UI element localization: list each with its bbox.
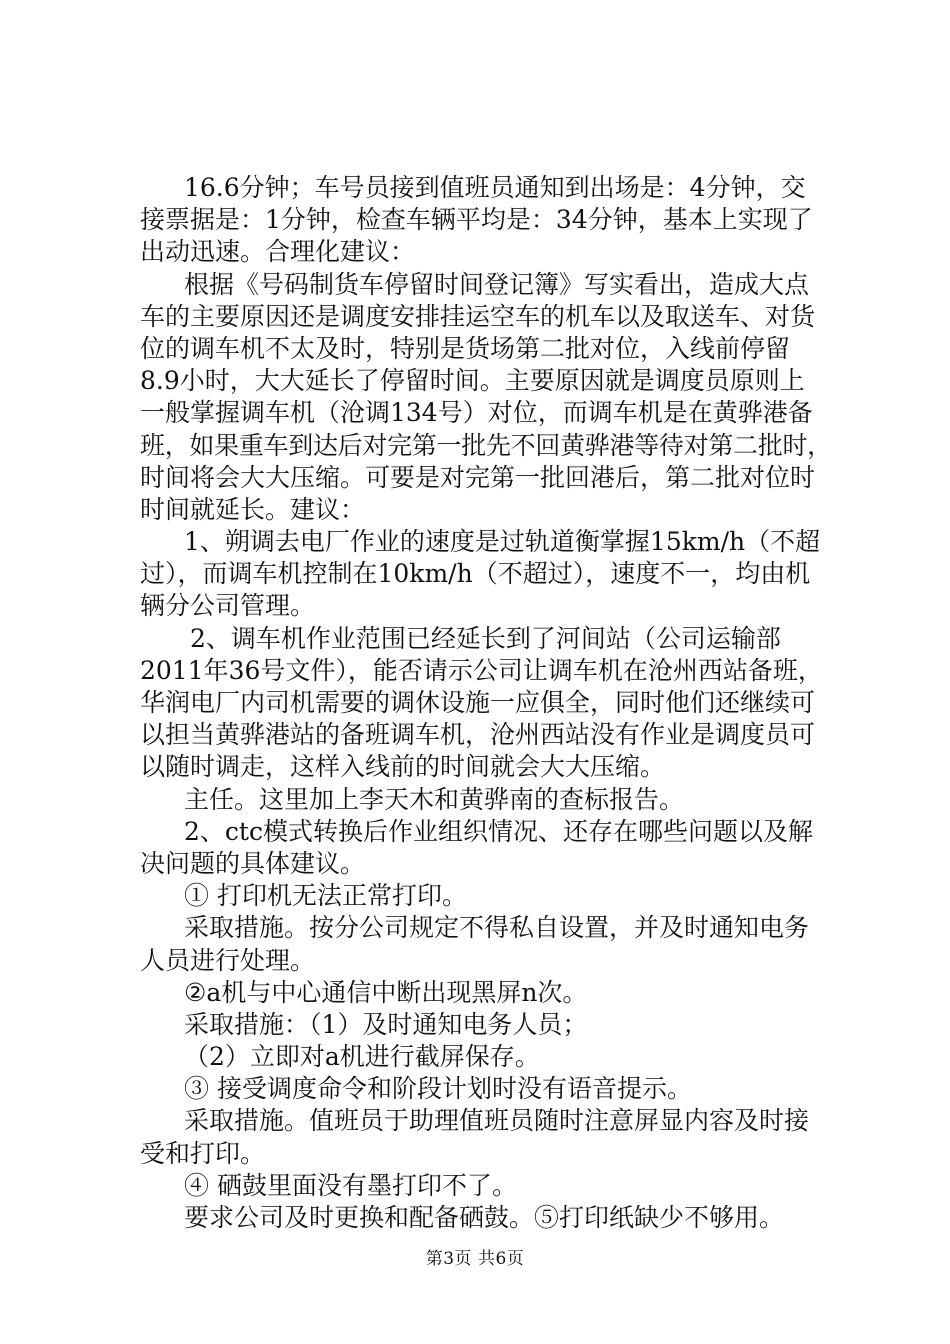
- text-line: 16.6分钟；车号员接到值班员通知到出场是：4分钟，交: [184, 173, 806, 202]
- text-line: 人员进行处理。: [140, 945, 316, 975]
- text-line: 辆分公司管理。: [140, 591, 316, 621]
- document-body: [140, 172, 832, 1234]
- text-line: 决问题的具体建议。: [140, 848, 366, 878]
- text-line: 主任。这里加上李天木和黄骅南的查标报告。: [184, 784, 685, 814]
- text-line: 1、朔调去电厂作业的速度是过轨道衡掌握15km/h（不超: [184, 527, 821, 557]
- text-line: ③ 接受调度命令和阶段计划时没有语音提示。: [184, 1074, 692, 1104]
- text-line: 过），而调车机控制在10km/h（不超过），速度不一，均由机: [140, 559, 811, 589]
- text-line: 根据《号码制货车停留时间登记簿》写实看出，造成大点: [184, 269, 810, 299]
- text-line: ① 打印机无法正常打印。: [184, 881, 467, 911]
- text-line: 车的主要原因还是调度安排挂运空车的机车以及取送车、对货: [140, 301, 816, 331]
- text-line: 时间将会大大压缩。可要是对完第一批回港后，第二批对位时: [140, 462, 816, 492]
- text-line: 以随时调走，这样入线前的时间就会大大压缩。: [140, 752, 666, 782]
- text-line: 2、ctc模式转换后作业组织情况、还存在哪些问题以及解: [184, 816, 813, 846]
- text-line: 位的调车机不太及时，特别是货场第二批对位，入线前停留: [140, 333, 791, 363]
- text-line: ④ 硒鼓里面没有墨打印不了。: [184, 1170, 517, 1200]
- text-line: 出动迅速。合理化建议：: [140, 237, 416, 267]
- text-line: 一般掌握调车机（沧调134号）对位，而调车机是在黄骅港备: [140, 398, 813, 428]
- text-line: 接票据是：1分钟，检查车辆平均是：34分钟，基本上实现了: [140, 205, 813, 235]
- text-line: 8.9小时，大大延长了停留时间。主要原因就是调度员原则上: [140, 366, 805, 396]
- page-footer: 第3页 共6页: [425, 1249, 525, 1269]
- text-line: 以担当黄骅港站的备班调车机，沧州西站没有作业是调度员可: [140, 720, 816, 750]
- text-line: 班，如果重车到达后对完第一批先不回黄骅港等待对第二批时，: [140, 430, 832, 460]
- text-line: 时间就延长。建议：: [140, 494, 366, 524]
- text-line: （2）立即对a机进行截屏保存。: [184, 1042, 540, 1072]
- text-line: 采取措施。按分公司规定不得私自设置，并及时通知电务: [184, 913, 810, 943]
- text-line: 2011年36号文件），能否请示公司让调车机在沧州西站备班，: [140, 655, 823, 685]
- text-line: 2、调车机作业范围已经延长到了河间站（公司运输部: [190, 623, 781, 653]
- text-line: 要求公司及时更换和配备硒鼓。⑤打印纸缺少不够用。: [184, 1203, 785, 1232]
- text-line: ②a机与中心通信中断出现黑屏n次。: [184, 977, 588, 1007]
- text-line: 采取措施。值班员于助理值班员随时注意屏显内容及时接: [184, 1106, 810, 1136]
- text-line: 华润电厂内司机需要的调休设施一应俱全，同时他们还继续可: [140, 688, 816, 717]
- text-line: 采取措施：（1）及时通知电务人员；: [184, 1009, 588, 1039]
- text-line: 受和打印。: [140, 1138, 266, 1168]
